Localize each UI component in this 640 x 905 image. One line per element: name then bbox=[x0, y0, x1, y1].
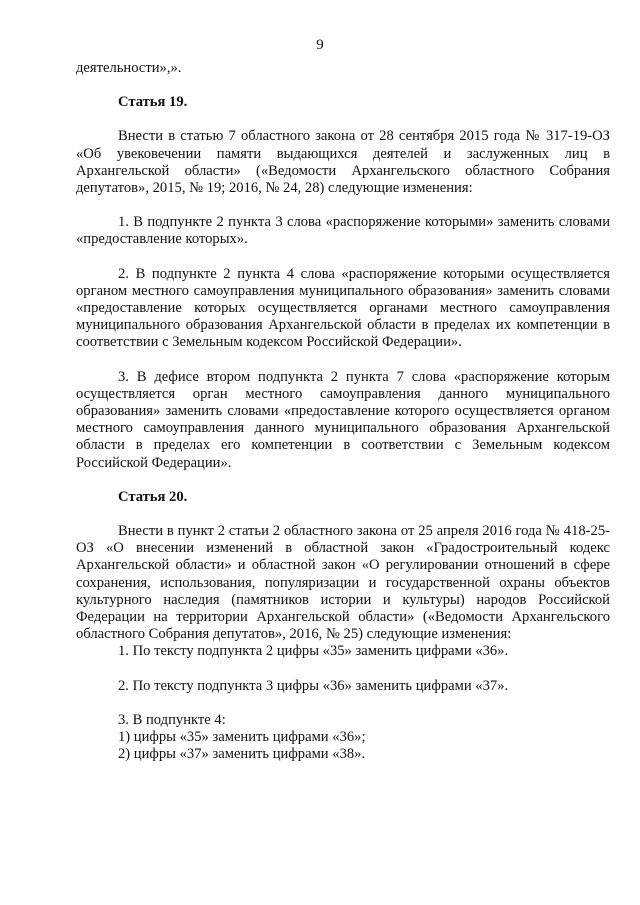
article-20-item-3-title: 3. В подпункте 4: bbox=[118, 711, 226, 728]
article-19-title: Статья 19. bbox=[118, 94, 188, 111]
document-body bbox=[76, 60, 610, 764]
article-20-item-1: 1. По тексту подпункта 2 цифры «35» заменить цифрами «36». bbox=[118, 643, 509, 660]
article-19-item-2: 2. В подпункте 2 пункта 4 слова «распоряжение которыми осуществляется органом местного самоуправления муниципального образования» заменить словами «предоставление которых осуществляется органами местного самоуправления муниципального образования Архангельской области в пределах их компетенции в соответствии с Земельным кодексом Российской Федерации». bbox=[76, 265, 610, 351]
article-20-item-2: 2. По тексту подпункта 3 цифры «36» заменить цифрами «37». bbox=[118, 677, 509, 694]
article-19-item-3: 3. В дефисе втором подпункта 2 пункта 7 слова «распоряжение которым осуществляется орган местного самоуправления данного муниципального образования» заменить словами «предоставление которого осуществляется органом местного самоуправления данного муниципального образования Архангельской области в пределах его компетенции в соответствии с Земельным кодексом Российской Федерации». bbox=[76, 368, 610, 471]
article-20-intro: Внести в пункт 2 статьи 2 областного закона от 25 апреля 2016 года № 418-25-ОЗ «О внесении изменений в областной закон «Градостроительный кодекс Архангельской области» и областной закон «О регулировании отношений в сфере сохранения, использования, популяризации и государственной охраны объектов культурного наследия (памятников истории и культуры) народов Российской Федерации на территории Архангельской области» («Ведомости Архангельского областного Собрания депутатов», 2016, № 25) следующие изменения: bbox=[76, 523, 610, 643]
page-number: 9 bbox=[316, 37, 324, 53]
intro-fragment: деятельности»,». bbox=[76, 60, 182, 76]
article-19-item-1: 1. В подпункте 2 пункта 3 слова «распоряжение которыми» заменить словами «предоставление которых». bbox=[76, 214, 610, 248]
article-20-title: Статья 20. bbox=[118, 488, 188, 505]
article-19-intro: Внести в статью 7 областного закона от 28 сентября 2015 года № 317-19-ОЗ «Об увековечении памяти выдающихся деятелей и заслуженных лиц в Архангельской области» («Ведомости Архангельского областного Собрания депутатов», 2015, № 19; 2016, № 24, 28) следующие изменения: bbox=[76, 128, 610, 197]
article-20-item-3-sub-1: 1) цифры «35» заменить цифрами «36»; bbox=[118, 729, 366, 746]
article-20-item-3-sub-2: 2) цифры «37» заменить цифрами «38». bbox=[118, 746, 366, 763]
